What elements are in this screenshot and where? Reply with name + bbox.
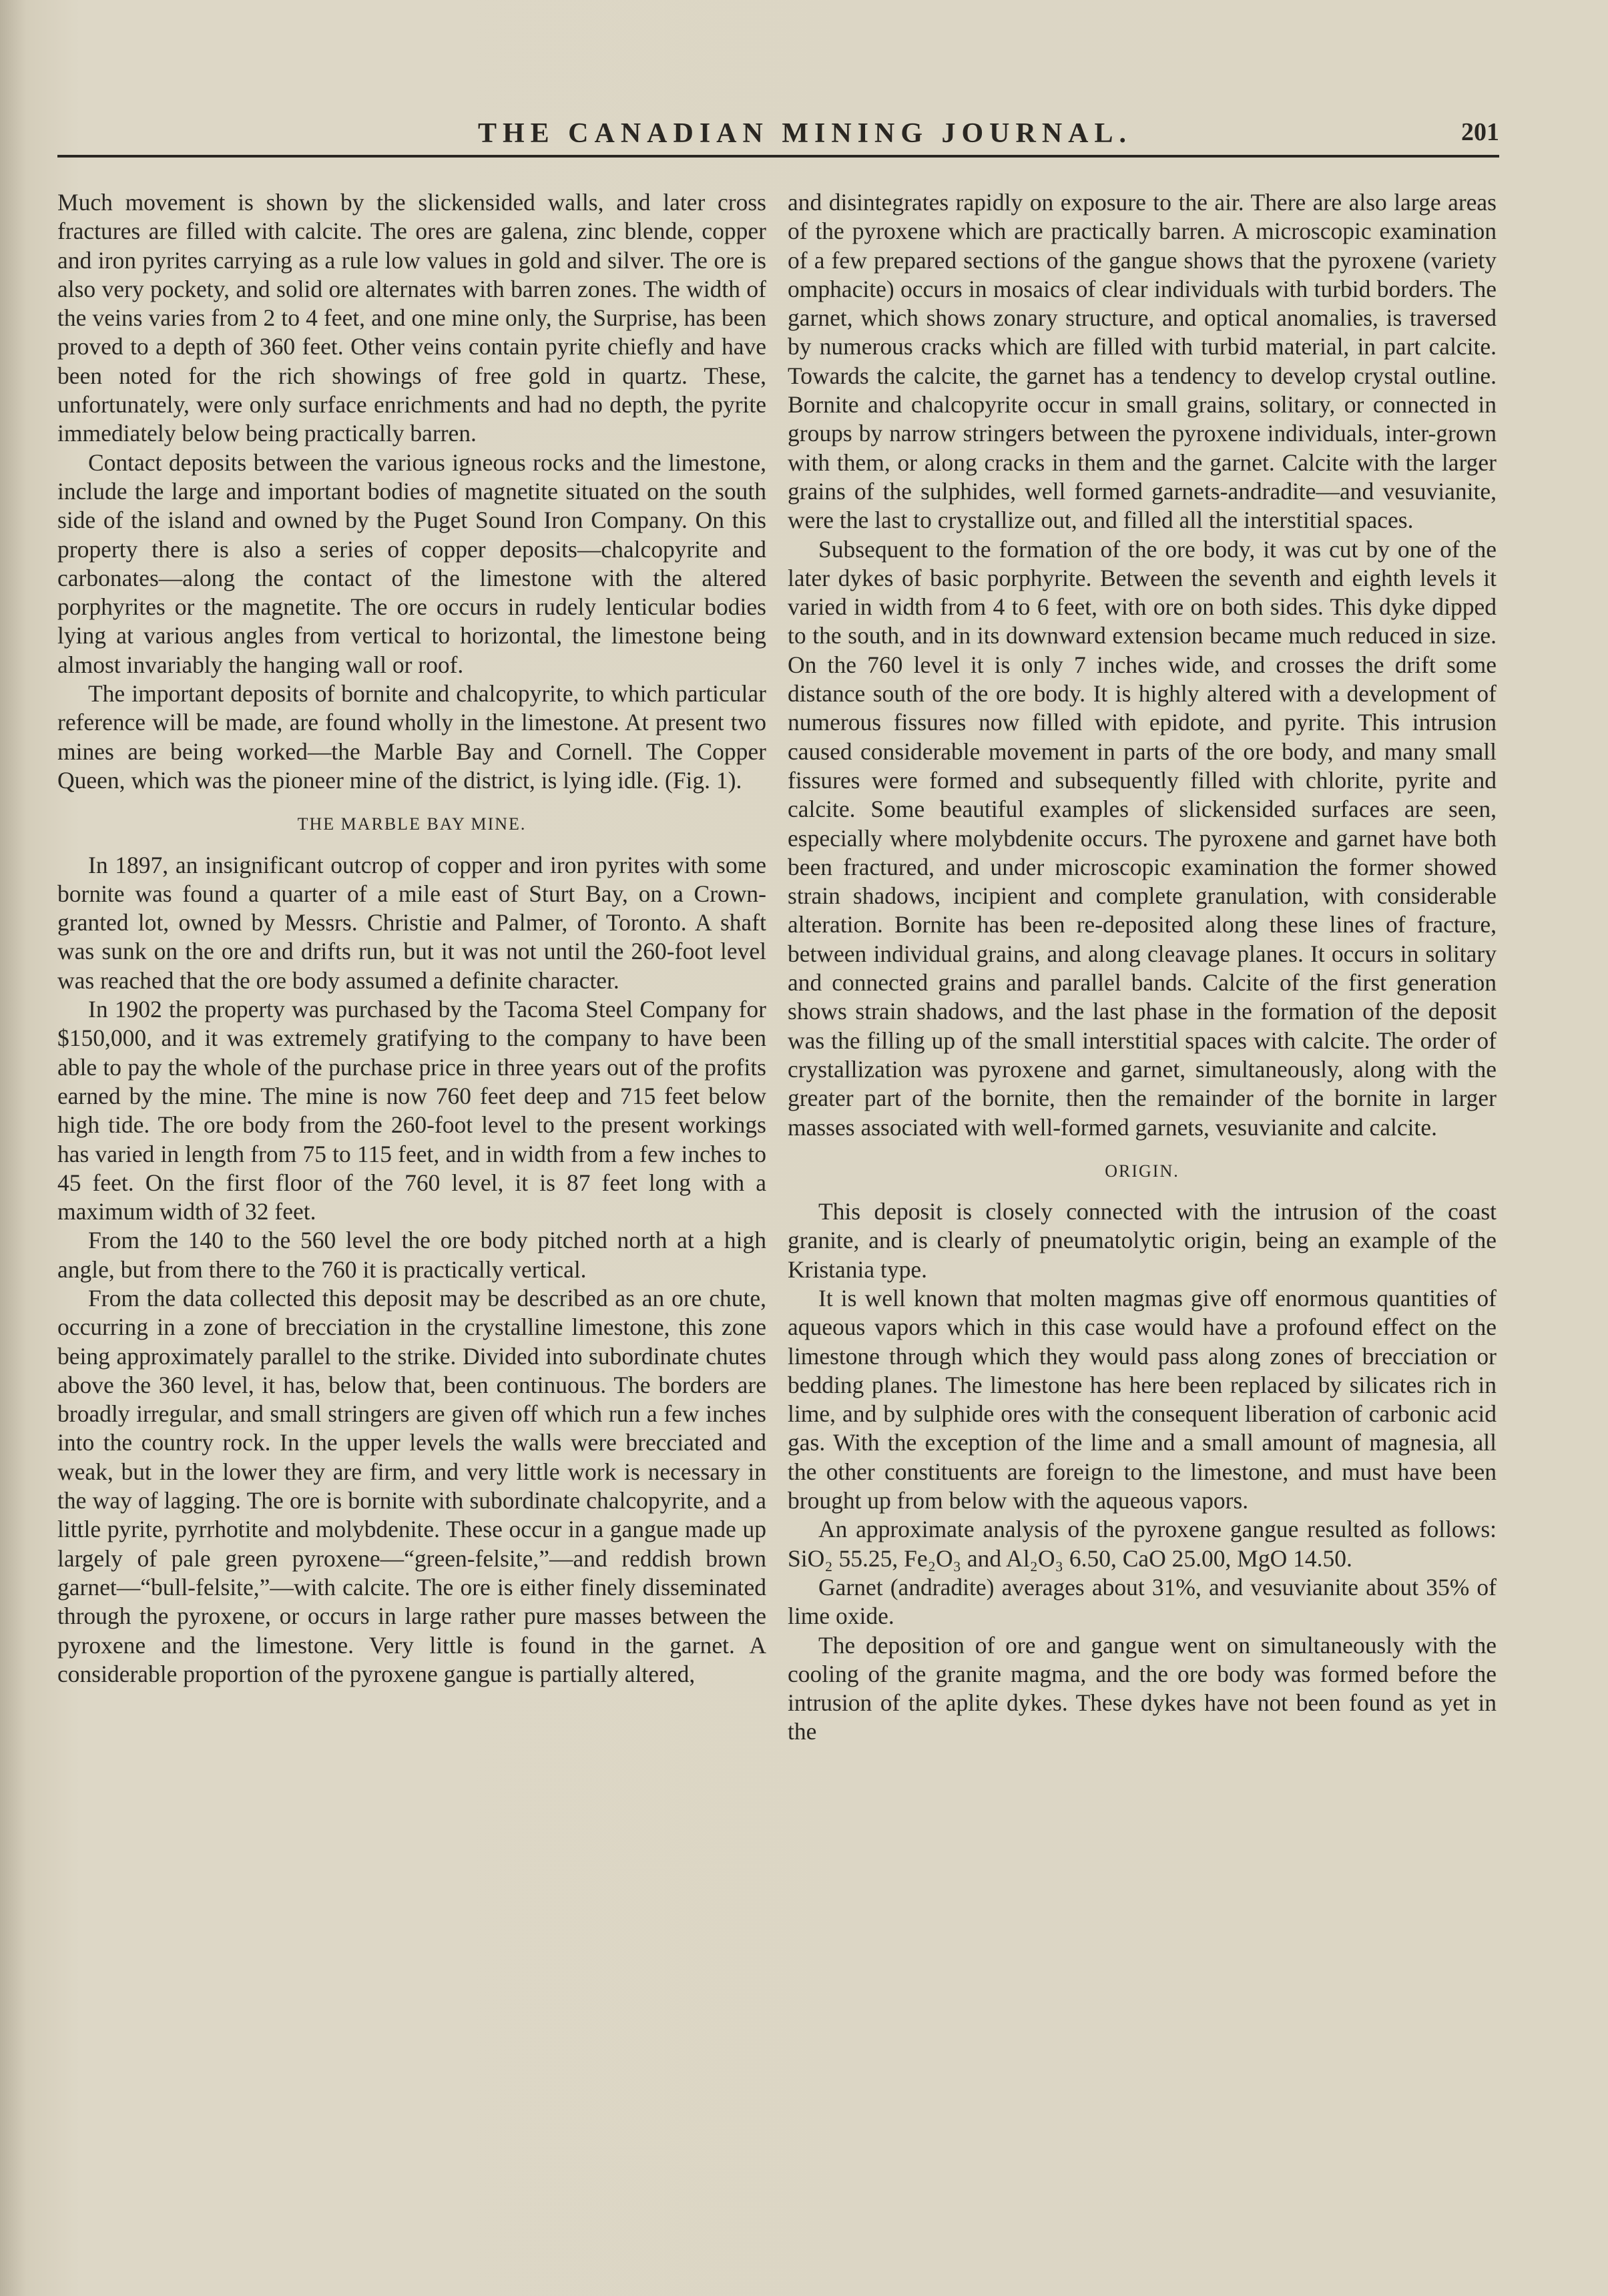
section-heading-marble-bay: THE MARBLE BAY MINE.: [297, 814, 527, 834]
page-number: 201: [1461, 118, 1499, 146]
paragraph: This deposit is closely connected with the intrusion of the coast granite, and is clearly of pneumatolytic origin, being an example of the Kristania type.: [788, 1198, 1497, 1283]
left-column: [57, 188, 766, 1689]
paragraph: and disintegrates rapidly on exposure to the air. There are also large areas of the pyroxene which are practically barren. A microscopic examination of a few prepared sections of the gangue shows that the pyroxene (variety omphacite) occurs in mosaics of clear individuals with turbid borders. The garnet, which shows zonary structure, and optical anomalies, is traversed by numerous cracks which are filled with turbid material, in part calcite. Towards the calcite, the garnet has a tendency to develop crystal outline. Bornite and chalcopyrite occur in small grains, solitary, or connected in groups by narrow stringers between the pyroxene individuals, inter-grown with them, or along cracks in them and the garnet. Calcite with the larger grains of the sulphides, well formed garnets-andradite—and vesuvianite, were the last to crystallize out, and filled all the interstitial spaces.: [788, 189, 1497, 534]
paragraph: An approximate analysis of the pyroxene gangue resulted as follows: SiO₂ 55.25, Fe₂O₃ and Al₂O₃ 6.50, CaO 25.00, MgO 14.50.: [788, 1516, 1497, 1572]
paragraph: It is well known that molten magmas give off enormous quantities of aqueous vapors which in this case would have a profound effect on the limestone through which they would pass along zones of brecciation or bedding planes. The limestone has here been replaced by silicates rich in lime, and by sulphide ores with the consequent liberation of carbonic acid gas. With the exception of the lime and a small amount of magnesia, all the other constituents are foreign to the limestone, and must have been brought up from below with the aqueous vapors.: [788, 1284, 1497, 1514]
section-heading-origin: ORIGIN.: [1105, 1161, 1179, 1181]
paragraph: In 1902 the property was purchased by the Tacoma Steel Company for $150,000, and it was extremely gratifying to the company to have been able to pay the whole of the purchase price in three years out of the profits earned by the mine. The mine is now 760 feet deep and 715 feet below high tide. The ore body from the 260-foot level to the present workings has varied in length from 75 to 115 feet, and in width from a few inches to 45 feet. On the first floor of the 760 level, it is 87 feet long with a maximum width of 32 feet.: [57, 996, 766, 1225]
paragraph: In 1897, an insignificant outcrop of copper and iron pyrites with some bornite was found a quarter of a mile east of Sturt Bay, on a Crown-granted lot, owned by Messrs. Christie and Palmer, of Toronto. A shaft was sunk on the ore and drifts run, but it was not until the 260-foot level was reached that the ore body assumed a definite character.: [57, 851, 766, 994]
paragraph: Contact deposits between the various igneous rocks and the limestone, include the large and important bodies of magnetite situated on the south side of the island and owned by the Puget Sound Iron Company. On this property there is also a series of copper deposits—chalcopyrite and carbonates—along the contact of the limestone with the altered porphyrites or the magnetite. The ore occurs in rudely lenticular bodies lying at various angles from vertical to horizontal, the limestone being almost invariably the hanging wall or roof.: [57, 449, 766, 678]
paragraph: The deposition of ore and gangue went on simultaneously with the cooling of the granite magma, and the ore body was formed before the intrusion of the aplite dykes. These dykes have not been found as yet in the: [788, 1631, 1497, 1745]
journal-title: THE CANADIAN MINING JOURNAL.: [477, 118, 1133, 149]
paragraph: From the 140 to the 560 level the ore body pitched north at a high angle, but from there to the 760 it is practically vertical.: [57, 1227, 766, 1283]
right-column: [788, 188, 1497, 1747]
header-rule: [57, 155, 1499, 158]
paragraph: Subsequent to the formation of the ore body, it was cut by one of the later dykes of basic porphyrite. Between the seventh and eighth levels it varied in width from 4 to 6 feet, with ore on both sides. This dyke dipped to the south, and in its downward extension became much reduced in size. On the 760 level it is only 7 inches wide, and crosses the drift some distance south of the ore body. It is highly altered with a development of numerous fissures now filled with epidote, and pyrite. This intrusion caused considerable movement in parts of the ore body, and many small fissures were formed and subsequently filled with chlorite, pyrite and calcite. Some beautiful examples of slickensided surfaces are seen, especially where molybdenite occurs. The pyroxene and garnet have both been fractured, and under microscopic examination the former showed strain shadows, incipient and complete granulation, with considerable alteration. Bornite has been re-deposited along these lines of fracture, between individual grains, and along cleavage planes. It occurs in solitary and connected grains and parallel bands. Calcite of the first generation shows strain shadows, and the last phase in the formation of the deposit was the filling up of the small interstitial spaces with calcite. The order of crystallization was pyroxene and garnet, simultaneously, along with the greater part of the bornite, then the remainder of the bornite in larger masses associated with well-formed garnets, vesuvianite and calcite.: [788, 535, 1497, 1141]
paragraph: Much movement is shown by the slickensided walls, and later cross fractures are filled with calcite. The ores are galena, zinc blende, copper and iron pyrites carrying as a rule low values in gold and silver. The ore is also very pockety, and solid ore alternates with barren zones. The width of the veins varies from 2 to 4 feet, and one mine only, the Surprise, has been proved to a depth of 360 feet. Other veins contain pyrite chiefly and have been noted for the rich showings of free gold in quartz. These, unfortunately, were only surface enrichments and had no depth, the pyrite immediately below being practically barren.: [57, 189, 766, 447]
paragraph: From the data collected this deposit may be described as an ore chute, occurring in a zone of brecciation in the crystalline limestone, this zone being approximately parallel to the strike. Divided into subordinate chutes above the 360 level, it has, below that, been continuous. The borders are broadly irregular, and small stringers are given off which run a few inches into the country rock. In the upper levels the walls were brecciated and weak, but in the lower they are firm, and very little work is necessary in the way of lagging. The ore is bornite with subordinate chalcopyrite, and a little pyrite, pyrrhotite and molybdenite. These occur in a gangue made up largely of pale green pyroxene—“green-felsite,”—and reddish brown garnet—“bull-felsite,”—with calcite. The ore is either finely disseminated through the pyroxene, or occurs in large rather pure masses between the pyroxene and the limestone. Very little is found in the garnet. A considerable proportion of the pyroxene gangue is partially altered,: [57, 1284, 766, 1687]
page-header: [57, 112, 1499, 159]
paragraph: The important deposits of bornite and chalcopyrite, to which particular reference will be made, are found wholly in the limestone. At present two mines are being worked—the Marble Bay and Cornell. The Copper Queen, which was the pioneer mine of the district, is lying idle. (Fig. 1).: [57, 680, 766, 794]
paragraph: Garnet (andradite) averages about 31%, and vesuvianite about 35% of lime oxide.: [788, 1573, 1497, 1630]
